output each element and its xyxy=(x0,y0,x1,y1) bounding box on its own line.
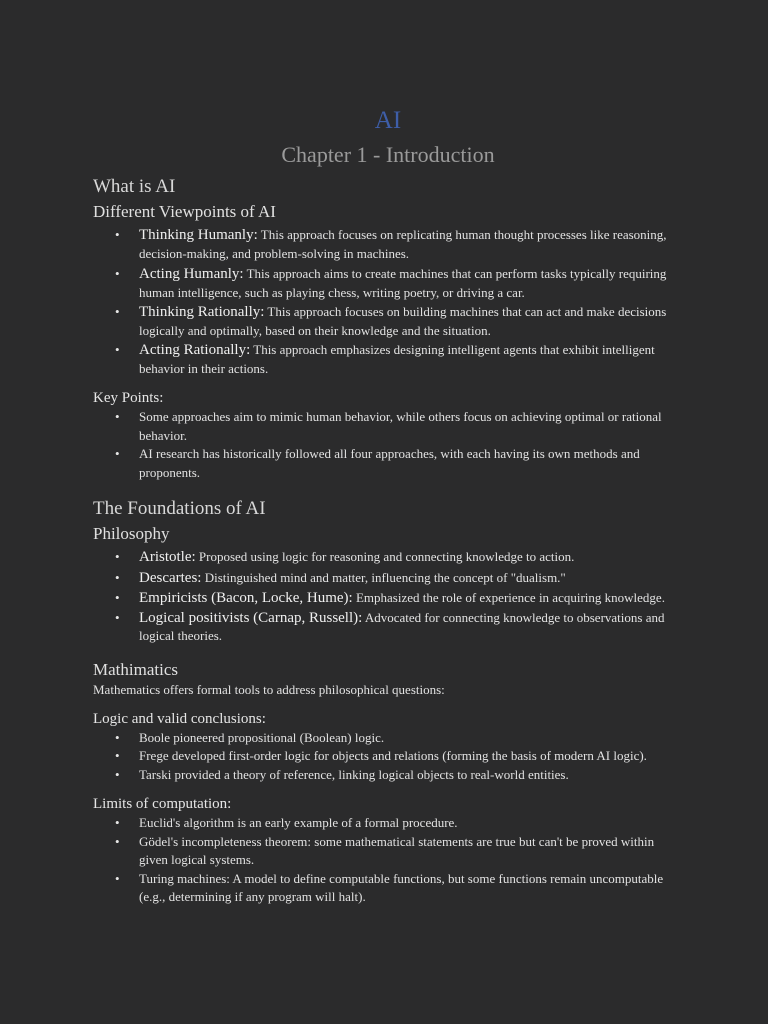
list-item xyxy=(139,589,683,608)
subheading-viewpoints: Different Viewpoints of AI xyxy=(93,202,276,221)
limits-heading: Limits of computation: xyxy=(93,796,232,812)
chapter-title: Chapter 1 - Introduction xyxy=(281,142,495,167)
list-item-term: Thinking Rationally: xyxy=(139,304,265,320)
list-item: • Boole pioneered propositional (Boolean) logic. xyxy=(139,729,683,748)
list-item xyxy=(139,569,683,588)
list-item: • Turing machines: A model to define computable functions, but some functions remain uncomputable (e.g., determining if any program will halt). xyxy=(139,870,683,907)
list-item-term: Descartes: xyxy=(139,569,202,586)
list-item-term: Acting Rationally: xyxy=(139,342,251,358)
list-item: • AI research has historically followed all four approaches, with each having its own methods and proponents. xyxy=(139,445,683,482)
logic-list xyxy=(93,729,683,785)
limits-list xyxy=(93,814,683,907)
key-points-heading: Key Points: xyxy=(93,390,164,406)
list-item: • Tarski provided a theory of reference, linking logical objects to real-world entities. xyxy=(139,766,683,785)
list-item-term: Aristotle: xyxy=(139,549,196,565)
viewpoints-list xyxy=(93,226,683,378)
philosophy-list xyxy=(93,548,683,646)
document-title: AI xyxy=(374,107,402,134)
list-item xyxy=(139,226,683,263)
list-item-text: Distinguished mind and matter, influencing the concept of "dualism." xyxy=(201,569,566,585)
list-item-text: Emphasized the role of experience in acquiring knowledge. xyxy=(352,590,665,605)
list-item: • Some approaches aim to mimic human behavior, while others focus on achieving optimal or rational behavior. xyxy=(139,408,683,445)
list-item xyxy=(139,609,683,646)
key-points-list xyxy=(93,408,683,482)
document-page xyxy=(93,104,683,907)
list-item: • Frege developed first-order logic for objects and relations (forming the basis of modern AI logic). xyxy=(139,747,683,766)
list-item-text: This approach focuses on replicating human thought processes like reasoning, decision-making, and problem-solving in machines. xyxy=(139,227,667,261)
list-item-text: Proposed using logic for reasoning and connecting knowledge to action. xyxy=(195,549,575,564)
list-item-text: Advocated for connecting knowledge to observations and logical theories. xyxy=(139,609,665,643)
list-item-text: This approach aims to create machines that can perform tasks typically requiring human intelligence, such as playing chess, writing poetry, or driving a car. xyxy=(139,266,667,300)
logic-heading: Logic and valid conclusions: xyxy=(93,710,266,727)
list-item xyxy=(139,265,683,302)
list-item-text: This approach focuses on building machines that can act and make decisions logically and optimally, based on their knowledge and the situation. xyxy=(139,304,667,338)
list-item-term: Empiricists (Bacon, Locke, Hume): xyxy=(139,590,353,606)
section-heading-foundations: The Foundations of AI xyxy=(93,498,266,519)
list-item: • Euclid's algorithm is an early example of a formal procedure. xyxy=(139,814,683,833)
list-item: • Gödel's incompleteness theorem: some mathematical statements are true but can't be proved within given logical systems. xyxy=(139,833,683,870)
list-item-term: Acting Humanly: xyxy=(139,266,244,282)
list-item xyxy=(139,303,683,340)
mathematics-intro: Mathematics offers formal tools to address philosophical questions: xyxy=(93,681,445,697)
subheading-philosophy: Philosophy xyxy=(93,524,170,543)
list-item xyxy=(139,341,683,378)
section-heading-what-is-ai: What is AI xyxy=(93,176,176,197)
subheading-mathematics: Mathimatics xyxy=(93,659,178,679)
list-item-text: This approach emphasizes designing intelligent agents that exhibit intelligent behavior in their actions. xyxy=(139,342,655,376)
list-item-term: Thinking Humanly: xyxy=(139,227,258,243)
list-item xyxy=(139,548,683,567)
list-item-term: Logical positivists (Carnap, Russell): xyxy=(139,609,363,626)
